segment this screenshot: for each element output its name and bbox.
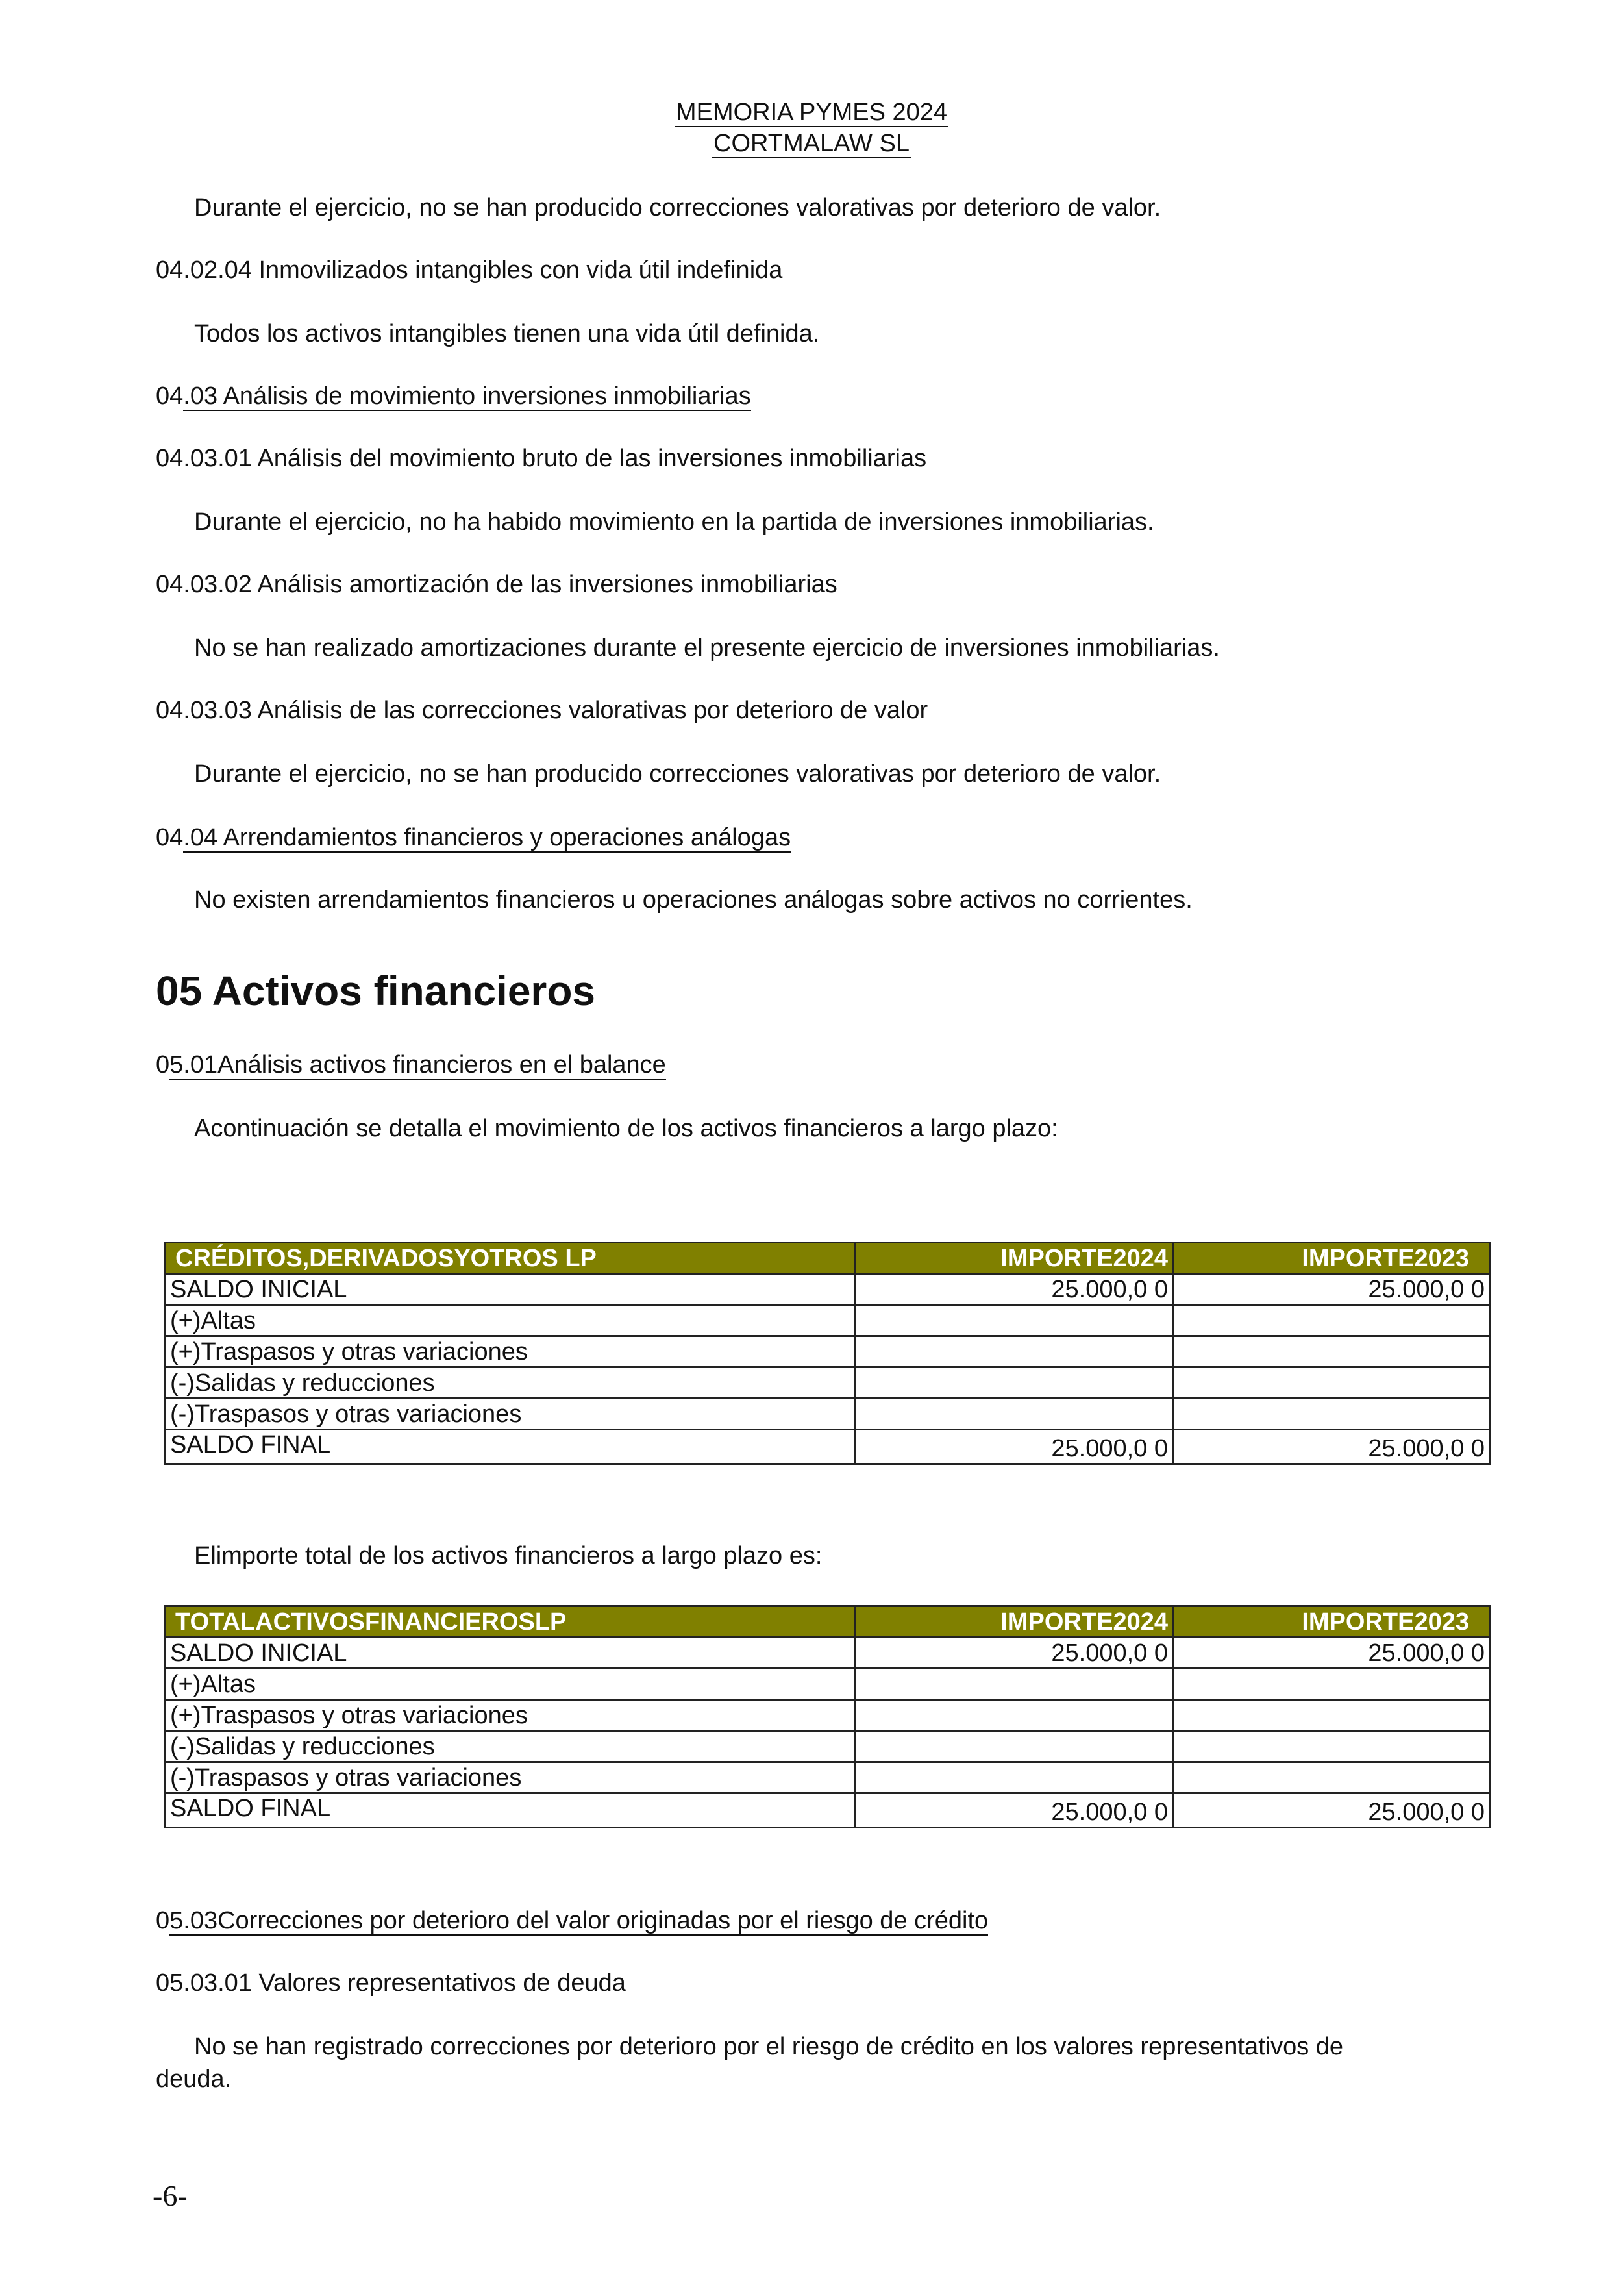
paragraph: Todos los activos intangibles tienen una vida útil definida. [194, 320, 820, 347]
table-row [166, 1700, 1490, 1731]
table-cell: (+)Altas [166, 1305, 855, 1336]
table-cell [1173, 1731, 1490, 1762]
table-row [166, 1305, 1490, 1336]
table-cell [1173, 1399, 1490, 1430]
table-cell [855, 1700, 1173, 1731]
paragraph: Durante el ejercicio, no ha habido movimiento en la partida de inversiones inmobiliarias. [194, 508, 1154, 536]
table-cell: (+)Altas [166, 1669, 855, 1700]
table-cell: 25.000,0 0 [1173, 1793, 1490, 1828]
paragraph-line: deuda. [156, 2065, 232, 2093]
table-cell: 25.000,0 0 [855, 1274, 1173, 1305]
table-cell: 25.000,0 0 [1173, 1430, 1490, 1464]
table-cell [855, 1399, 1173, 1430]
heading-05-03 [156, 1905, 988, 1936]
paragraph-line: No se han registrado correcciones por deterioro por el riesgo de crédito en los valores representativos de [194, 2033, 1344, 2060]
table-cell: 25.000,0 0 [855, 1793, 1173, 1828]
document-header-title: MEMORIA PYMES 2024 [675, 99, 948, 126]
table-creditos-derivados [164, 1242, 1491, 1465]
table-row [166, 1762, 1490, 1793]
table-cell [855, 1367, 1173, 1399]
table-cell: SALDO INICIAL [166, 1638, 855, 1669]
heading-prefix: 0 [156, 1051, 170, 1079]
table-cell: SALDO FINAL [166, 1430, 855, 1464]
paragraph: Durante el ejercicio, no se han producido correcciones valorativas por deterioro de valor. [194, 194, 1161, 221]
paragraph: Durante el ejercicio, no se han producido correcciones valorativas por deterioro de valor. [194, 760, 1161, 788]
table-row [166, 1669, 1490, 1700]
subheading-04-03-01: 04.03.01 Análisis del movimiento bruto de las inversiones inmobiliarias [156, 445, 927, 472]
heading-04-04 [156, 822, 791, 853]
table-cell: 25.000,0 0 [1173, 1274, 1490, 1305]
heading-underlined: 5.03Correcciones por deterioro del valor originadas por el riesgo de crédito [169, 1907, 989, 1934]
table-cell [1173, 1669, 1490, 1700]
heading-prefix: 04 [156, 382, 184, 410]
paragraph: Elimporte total de los activos financieros a largo plazo es: [194, 1542, 823, 1569]
table-row [166, 1399, 1490, 1430]
subheading-05-03-01: 05.03.01 Valores representativos de deuda [156, 1969, 626, 1997]
subheading-04-03-03: 04.03.03 Análisis de las correcciones valorativas por deterioro de valor [156, 697, 928, 724]
table-cell [1173, 1700, 1490, 1731]
table-header-row [166, 1606, 1490, 1638]
document-header-company: CORTMALAW SL [713, 130, 910, 157]
paragraph: Acontinuación se detalla el movimiento de los activos financieros a largo plazo: [194, 1115, 1058, 1142]
column-header: IMPORTE2024 [855, 1243, 1173, 1274]
table-cell [1173, 1305, 1490, 1336]
table-cell: (-)Traspasos y otras variaciones [166, 1399, 855, 1430]
heading-04-03 [156, 381, 751, 412]
heading-05-01 [156, 1049, 666, 1080]
paragraph: No se han realizado amortizaciones durante el presente ejercicio de inversiones inmobiliarias. [194, 634, 1220, 662]
table-cell: 25.000,0 0 [1173, 1638, 1490, 1669]
table-total-activos-financieros [164, 1605, 1491, 1828]
column-header: TOTALACTIVOSFINANCIEROSLP [166, 1606, 855, 1638]
table-cell [855, 1762, 1173, 1793]
column-header: IMPORTE2024 [855, 1606, 1173, 1638]
heading-underlined: .04 Arrendamientos financieros y operaciones análogas [183, 824, 791, 851]
table-cell: (+)Traspasos y otras variaciones [166, 1700, 855, 1731]
table-cell [1173, 1762, 1490, 1793]
table-cell [1173, 1336, 1490, 1367]
table-row [166, 1367, 1490, 1399]
table-cell [855, 1731, 1173, 1762]
section-title: 05 Activos financieros [156, 967, 595, 1014]
subheading-04-03-02: 04.03.02 Análisis amortización de las inversiones inmobiliarias [156, 571, 837, 598]
table-row [166, 1274, 1490, 1305]
table-row-total [166, 1430, 1490, 1464]
table-row [166, 1731, 1490, 1762]
heading-prefix: 04 [156, 824, 184, 851]
table-cell: SALDO INICIAL [166, 1274, 855, 1305]
table-cell [855, 1669, 1173, 1700]
heading-underlined: .03 Análisis de movimiento inversiones inmobiliarias [183, 382, 751, 410]
table-row-total [166, 1793, 1490, 1828]
table-cell: (-)Salidas y reducciones [166, 1731, 855, 1762]
heading-prefix: 0 [156, 1907, 170, 1934]
heading-underlined: 5.01Análisis activos financieros en el balance [169, 1051, 666, 1079]
table-cell: (-)Salidas y reducciones [166, 1367, 855, 1399]
subheading-04-02-04: 04.02.04 Inmovilizados intangibles con vida útil indefinida [156, 256, 783, 284]
table-row [166, 1638, 1490, 1669]
table-cell: (+)Traspasos y otras variaciones [166, 1336, 855, 1367]
table-cell: 25.000,0 0 [855, 1638, 1173, 1669]
table-header-row [166, 1243, 1490, 1274]
table-cell: (-)Traspasos y otras variaciones [166, 1762, 855, 1793]
page-number: -6- [153, 2179, 188, 2212]
column-header: CRÉDITOS,DERIVADOSYOTROS LP [166, 1243, 855, 1274]
table-cell [855, 1305, 1173, 1336]
table-cell: 25.000,0 0 [855, 1430, 1173, 1464]
column-header: IMPORTE2023 [1173, 1243, 1490, 1274]
table-row [166, 1336, 1490, 1367]
paragraph: No existen arrendamientos financieros u operaciones análogas sobre activos no corrientes. [194, 886, 1193, 914]
table-cell [855, 1336, 1173, 1367]
column-header: IMPORTE2023 [1173, 1606, 1490, 1638]
table-cell: SALDO FINAL [166, 1793, 855, 1828]
table-cell [1173, 1367, 1490, 1399]
